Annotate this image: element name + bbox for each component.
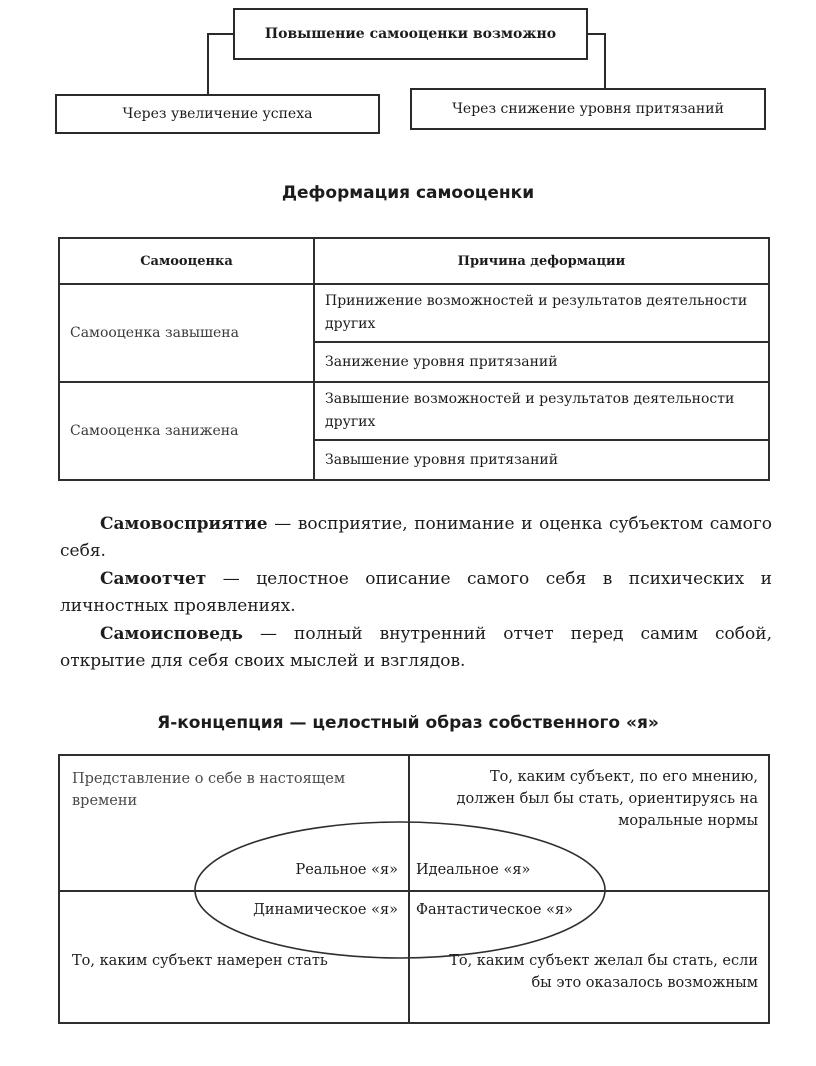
definition-term: Самоисповедь xyxy=(100,624,243,644)
dynamic-self-label: Динамическое «я» xyxy=(253,902,398,918)
table-header-row xyxy=(59,238,769,284)
definition-text: полный внутренний отчет перед самим собой, открытие для себя своих мыслей и взглядов. xyxy=(60,624,772,671)
ideal-self-label: Идеальное «я» xyxy=(416,862,531,878)
definition-dash: — xyxy=(242,624,295,644)
diagram-right-label: Через снижение уровня притязаний xyxy=(452,101,724,117)
definition-paragraph xyxy=(60,621,772,675)
definition-term: Самоотчет xyxy=(100,569,207,589)
cause-cell: Принижение возможностей и результатов деятельности других xyxy=(314,284,769,342)
definition-term: Самовосприятие xyxy=(100,514,268,534)
definition-text: целостное описание самого себя в психических и личностных проявлениях. xyxy=(60,569,773,616)
cause-cell: Завышение возможностей и результатов деятельности других xyxy=(314,382,769,440)
cause-cell: Занижение уровня притязаний xyxy=(314,342,769,382)
quadrant-bottom-right: То, каким субъект желал бы стать, если бы это оказалось возможным xyxy=(449,953,758,991)
diagram-left-box xyxy=(55,94,380,134)
table-row xyxy=(59,284,769,342)
level-cell: Самооценка завышена xyxy=(59,284,314,382)
cause-cell: Завышение уровня притязаний xyxy=(314,440,769,480)
self-concept-diagram xyxy=(58,754,770,1024)
real-self-label: Реальное «я» xyxy=(295,862,398,878)
col-header-cause: Причина деформации xyxy=(314,238,769,284)
level-cell: Самооценка занижена xyxy=(59,382,314,480)
definition-dash: — xyxy=(267,514,298,534)
fantastic-self-label: Фантастическое «я» xyxy=(416,902,573,918)
definition-paragraph xyxy=(60,511,772,565)
quadrant-top-right: То, каким субъект, по его мнению, должен был бы стать, ориентируясь на моральные нормы xyxy=(456,769,758,829)
self-concept-title: Я-концепция — целостный образ собственного «я» xyxy=(157,713,659,733)
deformation-title: Деформация самооценки xyxy=(281,183,535,203)
definition-text: восприятие, понимание и оценка субъектом самого себя. xyxy=(60,514,772,561)
table-row xyxy=(59,382,769,440)
col-header-level: Самооценка xyxy=(59,238,314,284)
definition-dash: — xyxy=(206,569,257,589)
quadrant-bottom-left: То, каким субъект намерен стать xyxy=(72,953,328,969)
diagram-root-box xyxy=(233,8,588,60)
deformation-table xyxy=(58,237,770,481)
diagram-left-label: Через увеличение успеха xyxy=(122,106,313,122)
quadrant-top-left: Представление о себе в настоящем времени xyxy=(72,771,346,809)
diagram-root-label: Повышение самооценки возможно xyxy=(264,26,557,42)
definition-paragraph xyxy=(60,566,772,620)
diagram-right-box xyxy=(410,88,766,130)
